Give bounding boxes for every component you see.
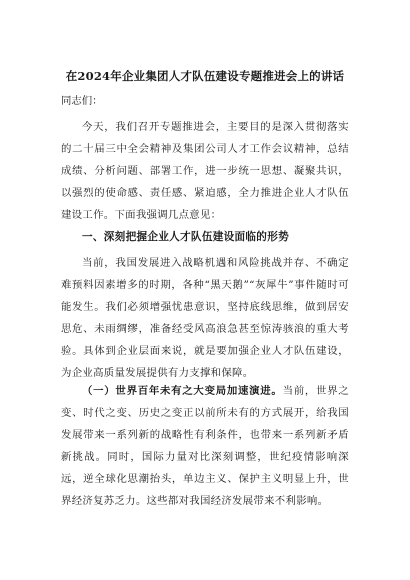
paragraph-world-change — [61, 380, 349, 512]
paragraph-intro: 今天，我们召开专题推进会，主要目的是深入贯彻落实的二十届三中全会精神及集团公司人才工作会议精神，总结成绩、分析问题、部署工作，进一步统一思想、凝聚共识，以强烈的使命感、责任感、紧迫感，全力推进企业人才队伍建设工作。下面我强调几点意见： — [61, 121, 349, 221]
subheading-world-change: （一）世界百年未有之大变局加速演进。 — [82, 385, 283, 397]
paragraph-world-change-body: 当前，世界之变、时代之变、历史之变正以前所未有的方式展开，给我国发展带来一系列新的战略性有利条件，也带来一系列新矛盾新挑战。同时，国际力量对比深刻调整，世纪疫情影响深远，逆全球化思潮抬头，单边主义、保护主义明显上升，世界经济复苏乏力。这些都对我国经济发展带来不利影响。 — [61, 385, 349, 507]
paragraph-situation: 当前，我国发展进入战略机遇和风险挑战并存、不确定难预料因素增多的时期，各种“黑天鹅”“灰犀牛”事件随时可能发生。我们必须增强忧患意识，坚持底线思维，做到居安思危、未雨绸缪，准备经受风高浪急甚至惊涛骇浪的重大考验。具体到企业层面来说，就是要加强企业人才队伍建设，为企业高质量发展提供有力支撑和保障。 — [61, 257, 349, 379]
document-title: 在2024年企业集团人才队伍建设专题推进会上的讲话 — [65, 69, 345, 83]
section-heading-1: 一、深刻把握企业人才队伍建设面临的形势 — [82, 231, 289, 243]
salutation: 同志们： — [61, 95, 103, 107]
